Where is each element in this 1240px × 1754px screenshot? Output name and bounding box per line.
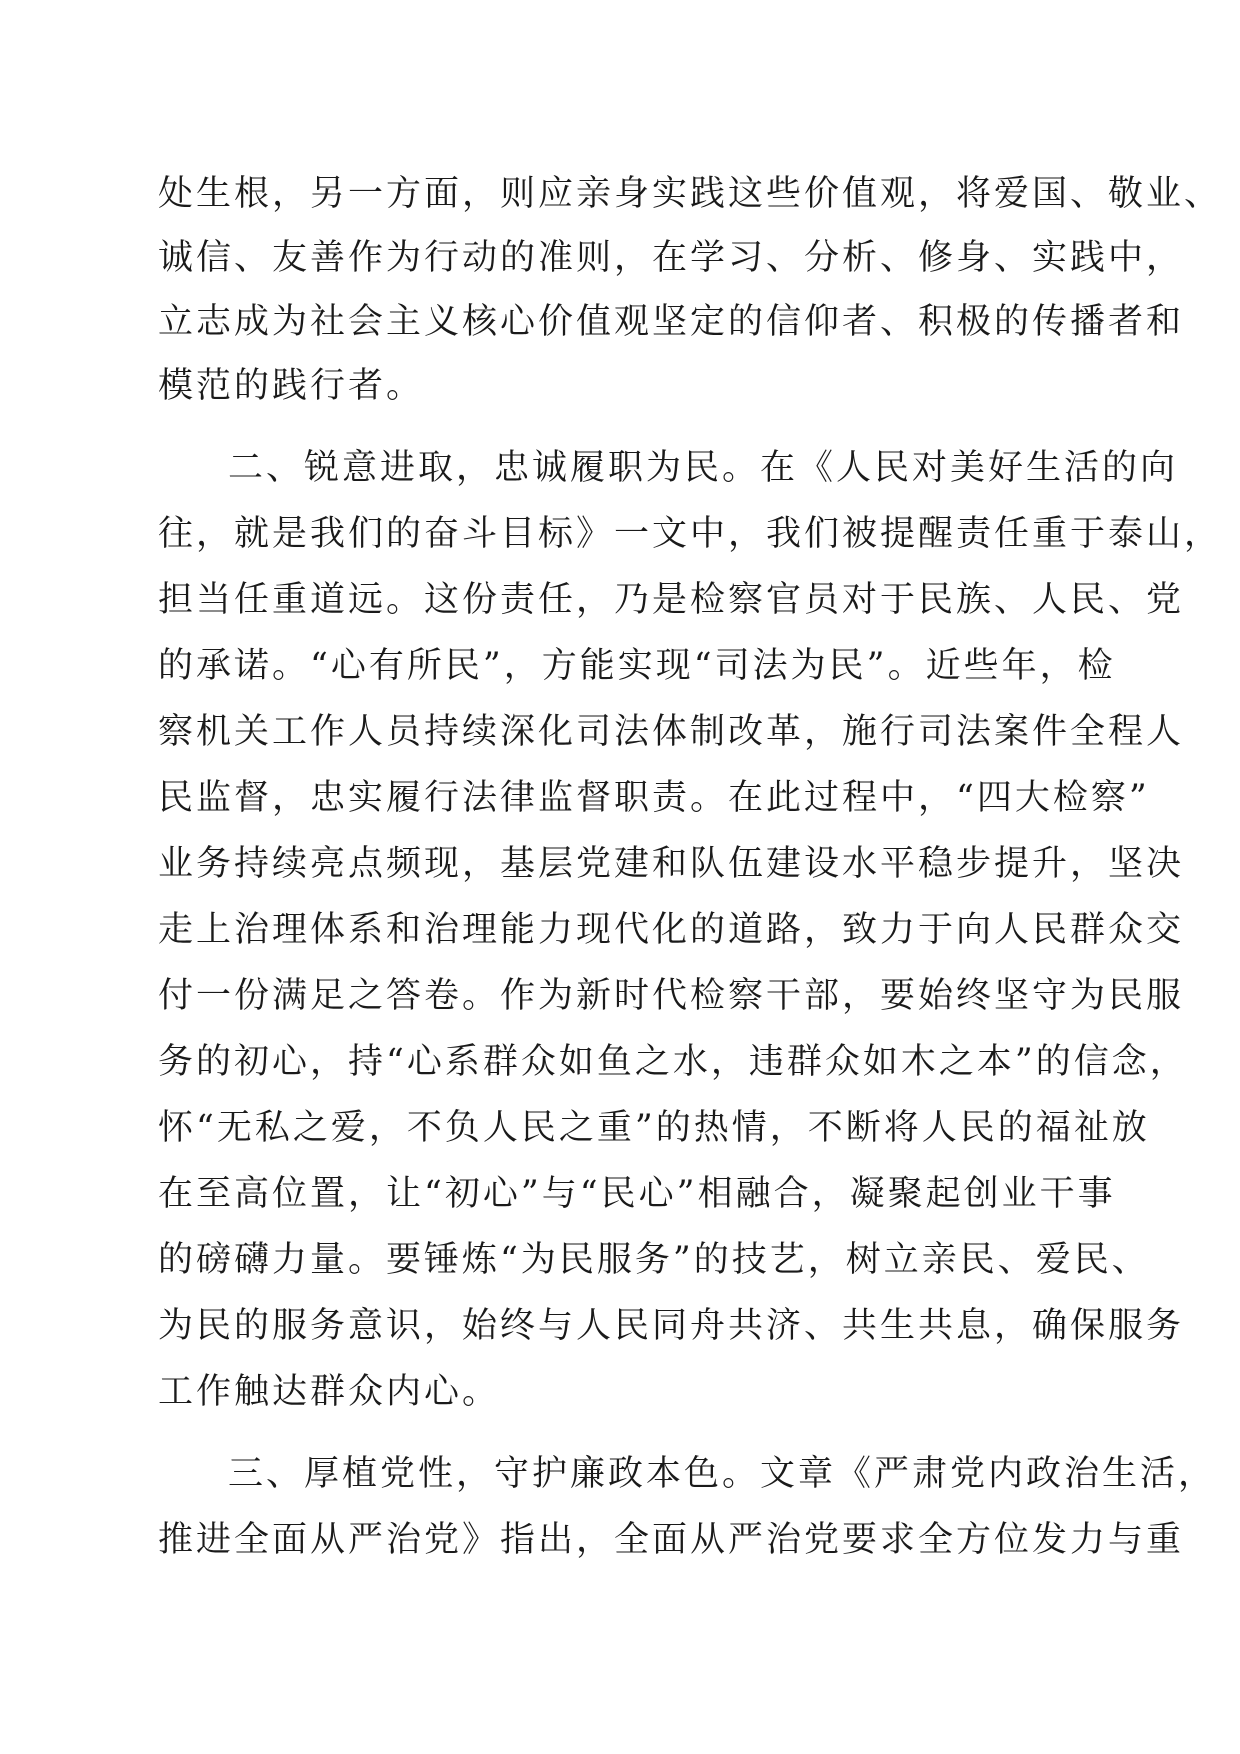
text-line: 业务持续亮点频现，基层党建和队伍建设水平稳步提升，坚决 <box>158 844 1185 884</box>
text-line: 立志成为社会主义核心价值观坚定的信仰者、积极的传播者和 <box>158 302 1185 342</box>
text-line: 诚信、友善作为行动的准则，在学习、分析、修身、实践中， <box>158 238 1185 278</box>
text-line: 怀“无私之爱，不负人民之重”的热情，不断将人民的福祉放 <box>158 1108 1150 1148</box>
text-line: 为民的服务意识，始终与人民同舟共济、共生共息，确保服务 <box>158 1306 1185 1346</box>
text-line: 的承诺。“心有所民”，方能实现“司法为民”。近些年，检 <box>158 646 1116 686</box>
text-line: 推进全面从严治党》指出，全面从严治党要求全方位发力与重 <box>158 1520 1185 1560</box>
paragraph-start-line: 三、厚植党性，守护廉政本色。文章《严肃党内政治生活， <box>228 1454 1217 1494</box>
text-line: 模范的践行者。 <box>158 366 425 406</box>
text-line: 付一份满足之答卷。作为新时代检察干部，要始终坚守为民服 <box>158 976 1185 1016</box>
text-line: 在至高位置，让“初心”与“民心”相融合，凝聚起创业干事 <box>158 1174 1116 1214</box>
text-line: 走上治理体系和治理能力现代化的道路，致力于向人民群众交 <box>158 910 1185 950</box>
text-line: 民监督，忠实履行法律监督职责。在此过程中，“四大检察” <box>158 778 1150 818</box>
text-line: 工作触达群众内心。 <box>158 1372 501 1412</box>
text-line: 处生根，另一方面，则应亲身实践这些价值观，将爱国、敬业、 <box>158 174 1223 214</box>
paragraph-start-line: 二、锐意进取，忠诚履职为民。在《人民对美好生活的向 <box>228 448 1179 488</box>
text-line: 担当任重道远。这份责任，乃是检察官员对于民族、人民、党 <box>158 580 1185 620</box>
text-line: 往，就是我们的奋斗目标》一文中，我们被提醒责任重于泰山， <box>158 514 1223 554</box>
text-line: 务的初心，持“心系群众如鱼之水，违群众如木之本”的信念， <box>158 1042 1188 1082</box>
text-line: 的磅礴力量。要锤炼“为民服务”的技艺，树立亲民、爱民、 <box>158 1240 1150 1280</box>
text-line: 察机关工作人员持续深化司法体制改革，施行司法案件全程人 <box>158 712 1185 752</box>
